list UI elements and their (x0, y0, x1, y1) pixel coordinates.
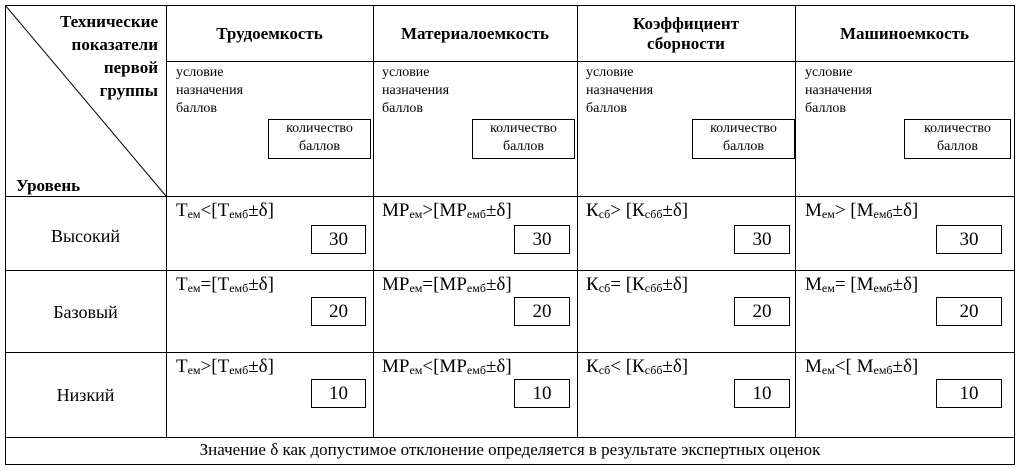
formula-tail: ±δ] (662, 356, 689, 377)
formula-sub: емб (873, 281, 893, 295)
formula-sub: ем (187, 207, 201, 221)
formula-tail: ±δ] (892, 356, 919, 377)
formula-sub: ем (821, 363, 835, 377)
score-box: 20 (936, 297, 1002, 326)
formula-tail: ±δ] (662, 274, 689, 295)
condition-line: условие (176, 65, 224, 80)
formula-sub: емб (466, 207, 486, 221)
formula-base: К (586, 200, 599, 221)
formula-sub: сб (598, 281, 611, 295)
condition-line: условие (805, 65, 853, 80)
formula-base: М (805, 356, 822, 377)
score-box: 10 (734, 379, 790, 408)
formula-sub: емб (466, 281, 486, 295)
col-divider-3 (577, 5, 578, 437)
score-box: 10 (311, 379, 366, 408)
col-divider-2 (373, 5, 374, 437)
formula-tail: ±δ] (892, 274, 919, 295)
count-line: баллов (722, 139, 765, 154)
table-border-right (1014, 5, 1015, 465)
formula-base: Т (176, 274, 188, 295)
row-divider-2 (5, 270, 1015, 271)
column-header-machine (795, 14, 1014, 54)
corner-line: показатели (71, 35, 158, 54)
table-border-bottom (5, 464, 1015, 465)
count-label (692, 119, 795, 159)
condition-line: баллов (586, 101, 628, 116)
count-label (472, 119, 575, 159)
condition-line: условие (586, 65, 634, 80)
row-divider-4 (5, 437, 1015, 438)
formula-tail: ±δ] (662, 200, 689, 221)
formula-base: М (805, 200, 822, 221)
formula-sub: ем (821, 281, 835, 295)
formula-op: >[МР (422, 200, 467, 221)
condition-label (382, 64, 449, 118)
condition-line: баллов (805, 101, 847, 116)
condition-line: назначения (382, 83, 450, 98)
formula-sub: емб (229, 281, 249, 295)
formula-cell (586, 356, 688, 378)
formula-base: МР (382, 274, 410, 295)
formula-tail: ±δ] (485, 200, 512, 221)
formula-sub: емб (229, 363, 249, 377)
formula-sub: емб (466, 363, 486, 377)
formula-sub: ем (409, 207, 423, 221)
condition-line: назначения (805, 83, 873, 98)
count-line: количество (924, 121, 991, 136)
score-box: 20 (514, 297, 570, 326)
formula-cell (805, 274, 918, 296)
formula-op: >[Т (200, 356, 230, 377)
header-line: Машиноемкость (839, 24, 970, 43)
formula-op: <[ М (834, 356, 874, 377)
condition-line: баллов (382, 101, 424, 116)
corner-line: Технические (59, 12, 158, 31)
formula-base: М (805, 274, 822, 295)
column-header-material (373, 14, 577, 54)
formula-cell (176, 356, 274, 378)
condition-line: назначения (176, 83, 244, 98)
score-box: 30 (734, 225, 790, 254)
level-base: Базовый (53, 302, 118, 322)
formula-sub: сб (598, 207, 611, 221)
score-box: 10 (514, 379, 570, 408)
formula-tail: ±δ] (248, 274, 274, 295)
corner-line: первой (103, 58, 158, 77)
col-divider-4 (795, 5, 796, 437)
score-box: 20 (734, 297, 790, 326)
condition-label (805, 64, 872, 118)
formula-cell (586, 200, 688, 222)
condition-line: назначения (586, 83, 654, 98)
level-high: Высокий (50, 226, 121, 246)
formula-cell (805, 356, 918, 378)
count-label (904, 119, 1011, 159)
formula-sub: емб (873, 207, 893, 221)
header-line: Трудоемкость (216, 24, 323, 43)
formula-sub: ем (409, 363, 423, 377)
score-box: 30 (311, 225, 366, 254)
condition-label (586, 64, 653, 118)
count-line: количество (286, 121, 353, 136)
formula-base: МР (382, 200, 410, 221)
formula-op: = [М (834, 274, 874, 295)
corner-level-label: Уровень (16, 176, 81, 195)
formula-cell (176, 200, 274, 222)
formula-base: К (586, 274, 599, 295)
formula-tail: ±δ] (485, 274, 512, 295)
formula-base: МР (382, 356, 410, 377)
condition-line: условие (382, 65, 430, 80)
formula-sub: емб (229, 207, 249, 221)
score-box: 30 (936, 225, 1002, 254)
formula-sub: сбб (644, 363, 663, 377)
score-box: 30 (514, 225, 570, 254)
score-box: 20 (311, 297, 366, 326)
formula-sub: ем (409, 281, 423, 295)
count-line: баллов (502, 139, 545, 154)
column-header-assembly (577, 13, 795, 55)
formula-sub: ем (187, 281, 201, 295)
header-line: сборности (647, 34, 725, 53)
footer-note: Значение δ как допустимое отклонение определяется в результате экспертных оценок (199, 440, 821, 459)
formula-cell (586, 274, 688, 296)
count-line: баллов (936, 139, 979, 154)
header-line: Коэффициент (632, 14, 740, 33)
formula-op: > [К (610, 200, 645, 221)
corner-line: группы (99, 81, 158, 100)
formula-tail: ±δ] (485, 356, 512, 377)
formula-cell (382, 200, 512, 222)
condition-line: баллов (176, 101, 218, 116)
formula-cell (382, 274, 512, 296)
score-box: 10 (936, 379, 1002, 408)
formula-base: К (586, 356, 599, 377)
condition-label (176, 64, 243, 118)
count-line: количество (490, 121, 557, 136)
formula-cell (805, 200, 918, 222)
formula-op: > [М (834, 200, 874, 221)
formula-op: = [К (610, 274, 645, 295)
formula-tail: ±δ] (248, 356, 274, 377)
formula-sub: сбб (644, 207, 663, 221)
formula-tail: ±δ] (248, 200, 274, 221)
header-line: Материалоемкость (400, 24, 550, 43)
level-low: Низкий (56, 385, 115, 405)
formula-cell (176, 274, 274, 296)
formula-base: Т (176, 200, 188, 221)
formula-sub: сбб (644, 281, 663, 295)
formula-op: =[Т (200, 274, 230, 295)
formula-sub: емб (873, 363, 893, 377)
formula-base: Т (176, 356, 188, 377)
formula-sub: ем (187, 363, 201, 377)
column-header-labor (166, 14, 373, 54)
formula-op: <[Т (200, 200, 230, 221)
formula-tail: ±δ] (892, 200, 919, 221)
count-line: баллов (298, 139, 341, 154)
count-label (268, 119, 371, 159)
formula-sub: сб (598, 363, 611, 377)
formula-op: =[МР (422, 274, 467, 295)
corner-header-title (20, 10, 158, 102)
count-line: количество (710, 121, 777, 136)
formula-sub: ем (821, 207, 835, 221)
row-divider-3 (5, 352, 1015, 353)
formula-op: <[МР (422, 356, 467, 377)
formula-op: < [К (610, 356, 645, 377)
formula-cell (382, 356, 512, 378)
header-divider (166, 61, 1015, 62)
